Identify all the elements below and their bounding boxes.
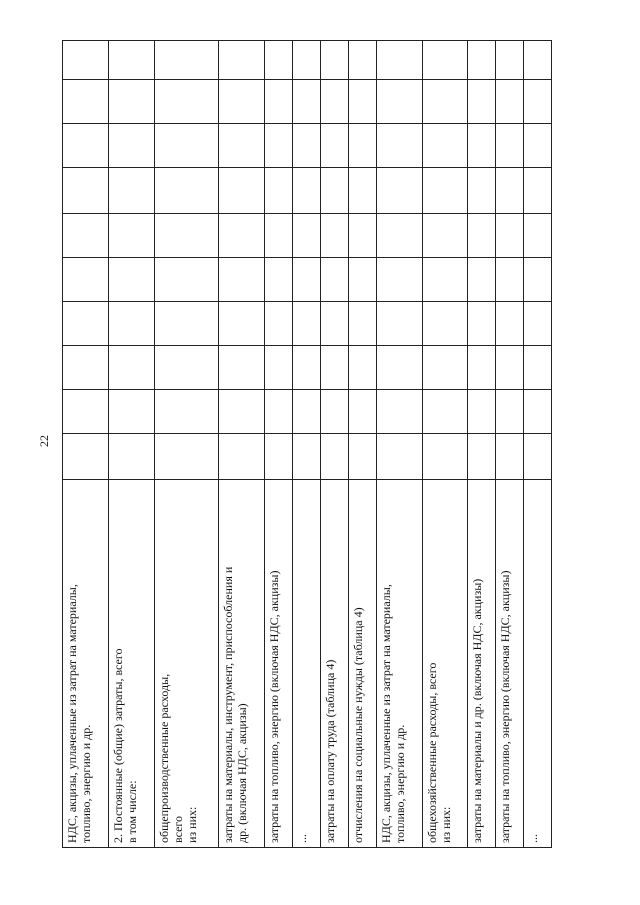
table-cell: [63, 434, 109, 480]
table-cell: [155, 434, 219, 480]
table-row: [109, 41, 155, 848]
table-cell: [524, 124, 552, 168]
row-label: ...: [295, 834, 309, 843]
table-cell: [265, 258, 293, 302]
row-label-cell: [321, 480, 349, 848]
table-cell: [524, 80, 552, 124]
row-label: затраты на топливо, энергию (включая НДС, акцизы): [267, 570, 281, 843]
table-cell: [321, 258, 349, 302]
table-cell: [155, 168, 219, 214]
table-cell: [219, 390, 265, 434]
table-cell: [265, 41, 293, 80]
row-label-cell: [63, 480, 109, 848]
table-cell: [423, 346, 468, 390]
table-cell: [524, 258, 552, 302]
table-cell: [109, 41, 155, 80]
table-cell: [423, 434, 468, 480]
row-label: НДС, акцизы, уплаченные из затрат на материалы, топливо, энергию и др.: [65, 584, 93, 843]
table-row: [265, 41, 293, 848]
table-cell: [293, 258, 321, 302]
table-cell: [496, 390, 524, 434]
table-cell: [496, 346, 524, 390]
table-cell: [155, 390, 219, 434]
table-cell: [219, 302, 265, 346]
row-label-cell: [219, 480, 265, 848]
row-label-cell: [109, 480, 155, 848]
table-cell: [377, 302, 423, 346]
table-wrapper: [62, 40, 549, 847]
cost-table: [62, 40, 552, 848]
table-cell: [496, 41, 524, 80]
row-label: отчисления на социальные нужды (таблица 4): [351, 607, 365, 843]
table-cell: [524, 302, 552, 346]
table-cell: [219, 41, 265, 80]
table-cell: [265, 80, 293, 124]
table-cell: [155, 302, 219, 346]
table-cell: [349, 346, 377, 390]
table-cell: [496, 214, 524, 258]
table-cell: [63, 390, 109, 434]
table-row: [524, 41, 552, 848]
table-cell: [155, 41, 219, 80]
table-cell: [109, 346, 155, 390]
row-label-cell: [377, 480, 423, 848]
table-cell: [265, 346, 293, 390]
table-cell: [496, 302, 524, 346]
table-cell: [109, 124, 155, 168]
table-cell: [377, 41, 423, 80]
table-cell: [321, 41, 349, 80]
table-cell: [219, 214, 265, 258]
table-cell: [109, 80, 155, 124]
table-cell: [524, 41, 552, 80]
row-label-cell: [496, 480, 524, 848]
row-label-cell: [155, 480, 219, 848]
row-label: затраты на оплату труда (таблица 4): [323, 659, 337, 843]
table-cell: [468, 168, 496, 214]
table-cell: [349, 168, 377, 214]
table-cell: [321, 80, 349, 124]
table-cell: [321, 346, 349, 390]
table-cell: [63, 168, 109, 214]
table-cell: [423, 80, 468, 124]
table-cell: [155, 258, 219, 302]
table-cell: [377, 214, 423, 258]
table-row: [349, 41, 377, 848]
table-cell: [63, 258, 109, 302]
table-cell: [377, 124, 423, 168]
table-cell: [377, 390, 423, 434]
table-cell: [349, 434, 377, 480]
table-cell: [496, 168, 524, 214]
table-row: [155, 41, 219, 848]
table-cell: [468, 346, 496, 390]
table-cell: [321, 124, 349, 168]
table-cell: [63, 346, 109, 390]
table-cell: [377, 258, 423, 302]
table-cell: [63, 214, 109, 258]
table-cell: [63, 80, 109, 124]
table-cell: [321, 434, 349, 480]
table-row: [377, 41, 423, 848]
table-cell: [524, 168, 552, 214]
table-cell: [423, 41, 468, 80]
table-row: [219, 41, 265, 848]
table-cell: [524, 346, 552, 390]
table-cell: [496, 124, 524, 168]
table-cell: [293, 124, 321, 168]
table-cell: [109, 214, 155, 258]
table-cell: [109, 258, 155, 302]
table-cell: [155, 214, 219, 258]
table-cell: [349, 80, 377, 124]
table-cell: [293, 346, 321, 390]
table-cell: [468, 302, 496, 346]
row-label: затраты на материалы и др. (включая НДС, акцизы): [470, 578, 484, 843]
table-cell: [321, 214, 349, 258]
table-cell: [349, 390, 377, 434]
table-cell: [349, 124, 377, 168]
table-cell: [265, 124, 293, 168]
table-cell: [219, 258, 265, 302]
row-label-cell: [423, 480, 468, 848]
table-cell: [321, 302, 349, 346]
table-cell: [468, 124, 496, 168]
table-cell: [423, 302, 468, 346]
table-cell: [109, 390, 155, 434]
table-cell: [109, 434, 155, 480]
table-cell: [219, 346, 265, 390]
table-cell: [293, 214, 321, 258]
table-cell: [293, 41, 321, 80]
table-cell: [423, 214, 468, 258]
table-cell: [349, 258, 377, 302]
table-cell: [423, 390, 468, 434]
row-label-cell: [468, 480, 496, 848]
table-cell: [349, 302, 377, 346]
table-cell: [524, 390, 552, 434]
table-cell: [524, 434, 552, 480]
table-cell: [155, 346, 219, 390]
table-cell: [423, 258, 468, 302]
table-body: [63, 41, 552, 848]
table-cell: [219, 434, 265, 480]
table-cell: [265, 434, 293, 480]
table-cell: [155, 80, 219, 124]
table-cell: [468, 434, 496, 480]
table-cell: [155, 124, 219, 168]
table-cell: [496, 80, 524, 124]
row-label: затраты на топливо, энергию (включая НДС, акцизы): [498, 570, 512, 843]
page-number: 22: [37, 435, 51, 447]
table-cell: [321, 168, 349, 214]
row-label-cell: [349, 480, 377, 848]
table-cell: [219, 124, 265, 168]
row-label: НДС, акцизы, уплаченные из затрат на материалы, топливо, энергию и др.: [379, 584, 407, 843]
table-cell: [63, 41, 109, 80]
row-label-cell: [524, 480, 552, 848]
row-label: 2. Постоянные (общие) затраты, всего в том числе:: [111, 648, 139, 843]
table-cell: [293, 168, 321, 214]
table-row: [423, 41, 468, 848]
table-cell: [349, 214, 377, 258]
table-cell: [377, 80, 423, 124]
table-row: [63, 41, 109, 848]
row-label: общехозяйственные расходы, всего из них:: [425, 662, 453, 843]
table-cell: [109, 302, 155, 346]
table-cell: [423, 168, 468, 214]
table-cell: [377, 346, 423, 390]
table-cell: [423, 124, 468, 168]
table-cell: [265, 214, 293, 258]
table-row: [293, 41, 321, 848]
table-cell: [468, 390, 496, 434]
table-cell: [468, 41, 496, 80]
table-cell: [468, 80, 496, 124]
row-label-cell: [293, 480, 321, 848]
table-cell: [219, 168, 265, 214]
table-cell: [293, 434, 321, 480]
row-label: затраты на материалы, инструмент, приспособления и др. (включая НДС, акцизы): [221, 566, 249, 843]
table-cell: [63, 124, 109, 168]
table-cell: [496, 258, 524, 302]
row-label-cell: [265, 480, 293, 848]
table-cell: [321, 390, 349, 434]
table-cell: [496, 434, 524, 480]
table-cell: [468, 258, 496, 302]
row-label: общепроизводственные расходы, всего из них:: [157, 673, 199, 843]
table-cell: [265, 390, 293, 434]
table-cell: [293, 302, 321, 346]
table-cell: [293, 390, 321, 434]
row-label: ...: [526, 834, 540, 843]
table-cell: [63, 302, 109, 346]
table-row: [496, 41, 524, 848]
table-cell: [293, 80, 321, 124]
table-cell: [524, 214, 552, 258]
table-cell: [219, 80, 265, 124]
table-row: [468, 41, 496, 848]
table-cell: [377, 168, 423, 214]
table-cell: [265, 168, 293, 214]
table-cell: [265, 302, 293, 346]
table-row: [321, 41, 349, 848]
table-cell: [349, 41, 377, 80]
table-cell: [377, 434, 423, 480]
table-cell: [109, 168, 155, 214]
table-cell: [468, 214, 496, 258]
